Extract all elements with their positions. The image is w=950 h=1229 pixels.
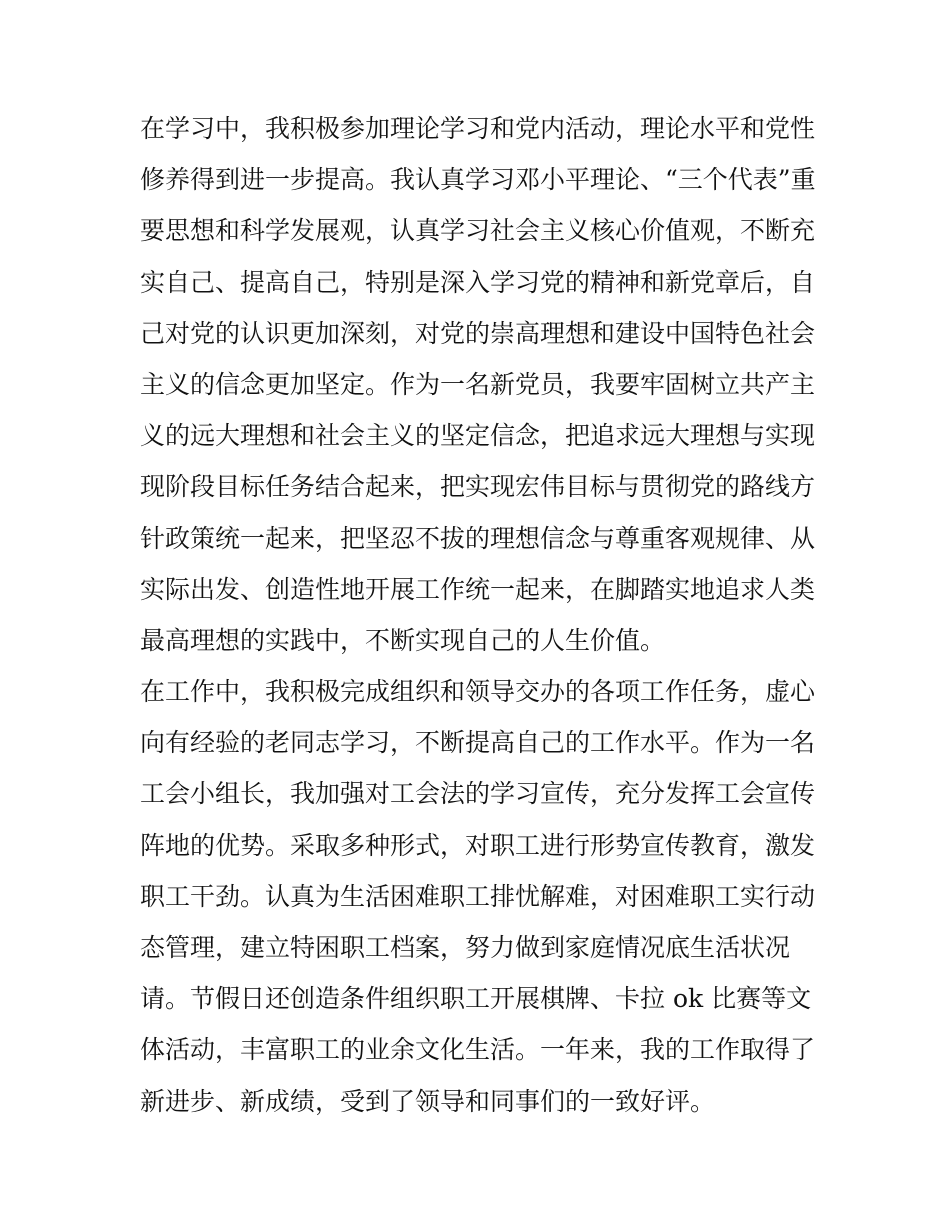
text-line: 主义的信念更加坚定。作为一名新党员，我要牢固树立共产主 [140, 369, 816, 399]
text-line: 态管理，建立特困职工档案，努力做到家庭情况底生活状况 [140, 933, 791, 962]
text-line: 实自己、提高自己，特别是深入学习党的精神和新党章后，自 [140, 267, 816, 297]
text-line: 体活动，丰富职工的业余文化生活。一年来，我的工作取得了 [140, 1035, 816, 1065]
text-line: 针政策统一起来，把坚忍不拔的理想信念与尊重客观规律、从 [140, 523, 816, 553]
text-line: 义的远大理想和社会主义的坚定信念，把追求远大理想与实现 [140, 421, 816, 451]
paragraph-work [140, 666, 820, 1127]
text-line: 向有经验的老同志学习，不断提高自己的工作水平。作为一名 [140, 728, 816, 758]
text-line: 在学习中，我积极参加理论学习和党内活动，理论水平和党性 [140, 114, 816, 143]
text-line: 职工干劲。认真为生活困难职工排忧解难，对困难职工实行动 [140, 881, 816, 911]
text-line: 在工作中，我积极完成组织和领导交办的各项工作任务，虚心 [140, 677, 816, 707]
paragraph-study [140, 103, 820, 666]
text-line: 工会小组长，我加强对工会法的学习宣传，充分发挥工会宣传 [140, 779, 816, 809]
text-line: 最高理想的实践中，不断实现自己的人生价值。 [140, 625, 666, 655]
text-line: 阵地的优势。采取多种形式，对职工进行形势宣传教育，激发 [140, 830, 816, 860]
text-line: 现阶段目标任务结合起来，把实现宏伟目标与贯彻党的路线方 [140, 472, 816, 502]
text-line: 新进步、新成绩，受到了领导和同事们的一致好评。 [140, 1086, 716, 1116]
text-line: 要思想和科学发展观，认真学习社会主义核心价值观，不断充 [140, 216, 816, 246]
text-line: 修养得到进一步提高。我认真学习邓小平理论、“三个代表”重 [140, 165, 816, 195]
text-line: 己对党的认识更加深刻，对党的崇高理想和建设中国特色社会 [140, 318, 816, 348]
document-body [140, 103, 820, 1127]
text-line: 请。节假日还创造条件组织职工开展棋牌、卡拉 ok 比赛等文 [140, 984, 812, 1014]
text-line: 实际出发、创造性地开展工作统一起来，在脚踏实地追求人类 [140, 574, 816, 604]
